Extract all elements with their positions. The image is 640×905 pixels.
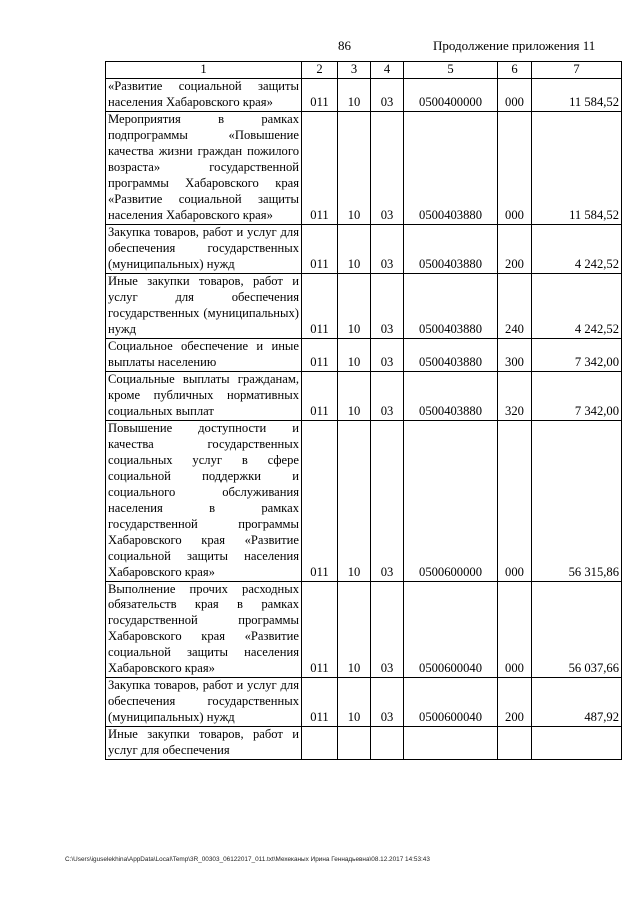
code-vr: 300 xyxy=(498,338,532,371)
row-name: Закупка товаров, работ и услуг для обеспечения государственных (муниципальных) нужд xyxy=(106,678,302,727)
table-row xyxy=(106,420,622,581)
amount: 4 242,52 xyxy=(532,273,622,338)
code-vr: 000 xyxy=(498,581,532,678)
column-header: 7 xyxy=(532,62,622,79)
code-csr: 0500403880 xyxy=(404,371,498,420)
code-csr xyxy=(404,727,498,760)
table-row xyxy=(106,371,622,420)
column-header: 6 xyxy=(498,62,532,79)
amount: 7 342,00 xyxy=(532,338,622,371)
amount: 7 342,00 xyxy=(532,371,622,420)
code-vr: 240 xyxy=(498,273,532,338)
amount: 4 242,52 xyxy=(532,224,622,273)
code-rz: 10 xyxy=(338,224,371,273)
code-pr xyxy=(371,727,404,760)
code-pr: 03 xyxy=(371,420,404,581)
table-row xyxy=(106,338,622,371)
code-pr: 03 xyxy=(371,371,404,420)
code-pr: 03 xyxy=(371,581,404,678)
code-gr xyxy=(302,727,338,760)
code-rz: 10 xyxy=(338,338,371,371)
code-csr: 0500600000 xyxy=(404,420,498,581)
code-gr: 011 xyxy=(302,338,338,371)
amount: 56 037,66 xyxy=(532,581,622,678)
code-pr: 03 xyxy=(371,678,404,727)
column-header: 3 xyxy=(338,62,371,79)
table-row xyxy=(106,727,622,760)
amount: 487,92 xyxy=(532,678,622,727)
code-gr: 011 xyxy=(302,111,338,224)
code-rz: 10 xyxy=(338,273,371,338)
code-pr: 03 xyxy=(371,224,404,273)
code-csr: 0500403880 xyxy=(404,224,498,273)
code-csr: 0500600040 xyxy=(404,581,498,678)
code-gr: 011 xyxy=(302,273,338,338)
column-header: 1 xyxy=(106,62,302,79)
column-header: 5 xyxy=(404,62,498,79)
page-number: 86 xyxy=(338,38,351,53)
code-vr: 000 xyxy=(498,420,532,581)
code-pr: 03 xyxy=(371,338,404,371)
row-name: Социальные выплаты гражданам, кроме публичных нормативных социальных выплат xyxy=(106,371,302,420)
amount: 11 584,52 xyxy=(532,78,622,111)
code-gr: 011 xyxy=(302,581,338,678)
table-row xyxy=(106,678,622,727)
table-row xyxy=(106,78,622,111)
code-csr: 0500403880 xyxy=(404,111,498,224)
code-rz: 10 xyxy=(338,420,371,581)
amount: 56 315,86 xyxy=(532,420,622,581)
amount xyxy=(532,727,622,760)
row-name: Выполнение прочих расходных обязательств края в рамках государственной программы Хабаровского края «Развитие социальной защиты населения Хабаровского края» xyxy=(106,581,302,678)
code-vr: 000 xyxy=(498,78,532,111)
row-name: Иные закупки товаров, работ и услуг для обеспечения xyxy=(106,727,302,760)
column-header: 4 xyxy=(371,62,404,79)
row-name: Закупка товаров, работ и услуг для обеспечения государственных (муниципальных) нужд xyxy=(106,224,302,273)
code-gr: 011 xyxy=(302,371,338,420)
code-vr: 200 xyxy=(498,224,532,273)
code-pr: 03 xyxy=(371,273,404,338)
table-row xyxy=(106,581,622,678)
code-pr: 03 xyxy=(371,111,404,224)
code-csr: 0500403880 xyxy=(404,338,498,371)
code-pr: 03 xyxy=(371,78,404,111)
budget-table xyxy=(105,61,622,760)
code-csr: 0500403880 xyxy=(404,273,498,338)
table-row xyxy=(106,111,622,224)
code-csr: 0500400000 xyxy=(404,78,498,111)
row-name: «Развитие социальной защиты населения Хабаровского края» xyxy=(106,78,302,111)
code-vr: 200 xyxy=(498,678,532,727)
table-row xyxy=(106,273,622,338)
table-row xyxy=(106,224,622,273)
row-name: Повышение доступности и качества государственных социальных услуг в сфере социальной поддержки и социального обслуживания населения в рамках государственной программы Хабаровского края «Развитие социальной защиты населения Хабаровского края» xyxy=(106,420,302,581)
code-rz xyxy=(338,727,371,760)
code-gr: 011 xyxy=(302,224,338,273)
column-header: 2 xyxy=(302,62,338,79)
row-name: Мероприятия в рамках подпрограммы «Повышение качества жизни граждан пожилого возраста» государственной программы Хабаровского края «Развитие социальной защиты населения Хабаровского края» xyxy=(106,111,302,224)
code-rz: 10 xyxy=(338,111,371,224)
code-rz: 10 xyxy=(338,78,371,111)
row-name: Иные закупки товаров, работ и услуг для обеспечения государственных (муниципальных) нужд xyxy=(106,273,302,338)
file-path-footer: C:\Users\iguselekhina\AppData\Local\Temp\3R_00303_06122017_011.txt\Мехеканых Ирина Геннадьевна\08.12.2017 14:53:43 xyxy=(65,856,430,863)
code-vr: 000 xyxy=(498,111,532,224)
amount: 11 584,52 xyxy=(532,111,622,224)
code-rz: 10 xyxy=(338,581,371,678)
code-gr: 011 xyxy=(302,420,338,581)
code-vr: 320 xyxy=(498,371,532,420)
table-header-row xyxy=(106,62,622,79)
code-csr: 0500600040 xyxy=(404,678,498,727)
code-vr xyxy=(498,727,532,760)
code-rz: 10 xyxy=(338,678,371,727)
code-rz: 10 xyxy=(338,371,371,420)
appendix-continuation-label: Продолжение приложения 11 xyxy=(433,38,596,53)
row-name: Социальное обеспечение и иные выплаты населению xyxy=(106,338,302,371)
code-gr: 011 xyxy=(302,678,338,727)
code-gr: 011 xyxy=(302,78,338,111)
